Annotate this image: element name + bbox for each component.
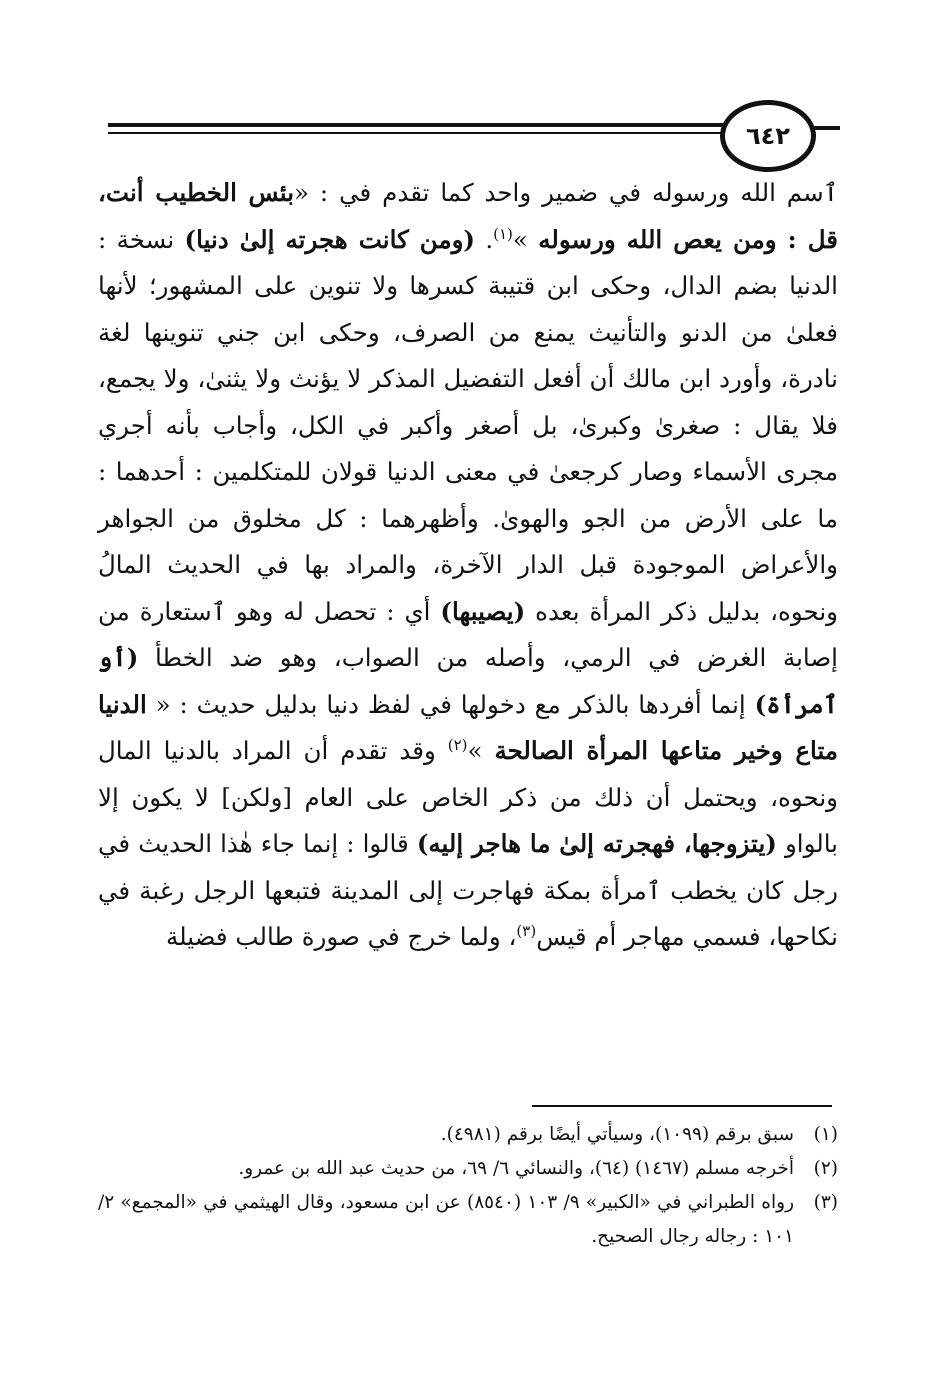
paragraph bbox=[98, 170, 838, 961]
footnote-text: أخرجه مسلم (١٤٦٧) (٦٤)، والنسائي ٦/ ٦٩، من حديث عبد الله بن عمرو. bbox=[238, 1158, 794, 1179]
footnote-ref-1: (١) bbox=[493, 224, 513, 243]
text-run: » bbox=[467, 736, 495, 765]
hadith-phrase: (أو ٱمرأة) bbox=[98, 643, 838, 719]
main-text bbox=[98, 170, 838, 961]
footnote bbox=[98, 1118, 838, 1152]
header-rule-thin bbox=[108, 132, 728, 134]
footnotes bbox=[98, 1118, 838, 1254]
text-run: أي : تحصل له وهو ٱستعارة من إصابة الغرض في الرمي، وأصله من الصواب، وهو ضد الخطأ bbox=[98, 596, 838, 672]
text-run: إنما أفردها بالذكر مع دخولها في لفظ دنيا بدليل حديث : « bbox=[146, 689, 755, 719]
footnote-ref-2: (٢) bbox=[447, 735, 468, 754]
hadith-phrase: (يتزوجها، فهجرته إلىٰ ما هاجر إليه) bbox=[416, 829, 777, 858]
hadith-quote: بئس الخطيب أنت، قل : ومن يعص الله ورسوله bbox=[98, 178, 839, 254]
text-run: قالوا : إنما جاء هٰذا الحديث في رجل كان يخطب ٱمرأة بمكة فهاجرت إلى المدينة فتبعها الرجل رغبة في نكاحها، فسمي مهاجر أم قيس bbox=[98, 829, 838, 951]
hadith-phrase: (يصيبها) bbox=[440, 596, 526, 626]
footnote-text: سبق برقم (١٠٩٩)، وسيأتي أيضًا برقم (٤٩٨١). bbox=[440, 1124, 794, 1145]
page-number: ٦٤٢ bbox=[746, 122, 790, 150]
page-header bbox=[108, 98, 840, 168]
text-run: ٱسم الله ورسوله في ضمير واحد كما تقدم في : « bbox=[294, 178, 838, 207]
text-run: ، ولما خرج في صورة طالب فضيلة bbox=[166, 922, 517, 951]
text-run: نسخة : الدنيا بضم الدال، وحكى ابن قتيبة كسرها ولا تنوين على المشهور؛ لأنها فعلىٰ من الدنو والتأنيث يمنع من الصرف، وحكى ابن جني تنوينها لغة نادرة، وأورد ابن مالك أن أفعل التفضيل المذكر لا يؤنث ولا يثنىٰ، ولا يجمع، فلا يقال : صغرىٰ وكبرىٰ، بل أصغر وأكبر في الكل، وأجاب بأنه أجري مجرى الأسماء وصار كرجعىٰ في معنى الدنيا قولان للمتكلمين : أحدهما : ما على الأرض من الجو والهوىٰ. وأظهرهما : كل مخلوق من الجواهر والأعراض الموجودة قبل الدار الآخرة، والمراد بها في الحديث المالُ ونحوه، بدليل ذكر المرأة بعده bbox=[98, 224, 839, 626]
text-run: وقد تقدم أن المراد بالدنيا المال ونحوه، ويحتمل أن ذلك من ذكر الخاص على العام [ولكن] لا يكون إلا بالواو bbox=[98, 736, 838, 858]
footnote-ref-3: (٣) bbox=[516, 921, 537, 940]
text-run: » bbox=[512, 224, 539, 254]
footnote-number: (١) bbox=[813, 1124, 838, 1145]
hadith-quote: الدنيا متاع وخير متاعها المرأة الصالحة bbox=[98, 689, 838, 765]
header-rule bbox=[108, 123, 728, 127]
footnote bbox=[98, 1152, 838, 1186]
hadith-phrase: (ومن كانت هجرته إلىٰ دنيا) bbox=[184, 224, 476, 254]
footnote bbox=[98, 1186, 838, 1254]
text-run: . bbox=[475, 224, 494, 254]
footnote-number: (٣) bbox=[813, 1192, 838, 1213]
footnote-text: رواه الطبراني في «الكبير» ٩/ ١٠٣ (٨٥٤٠) عن ابن مسعود، وقال الهيثمي في «المجمع» ٢/ ١٠١ : رجاله رجال الصحيح. bbox=[98, 1192, 795, 1247]
footnote-number: (٢) bbox=[813, 1158, 838, 1179]
page-number-badge bbox=[720, 100, 816, 172]
footnote-separator bbox=[532, 1105, 832, 1107]
